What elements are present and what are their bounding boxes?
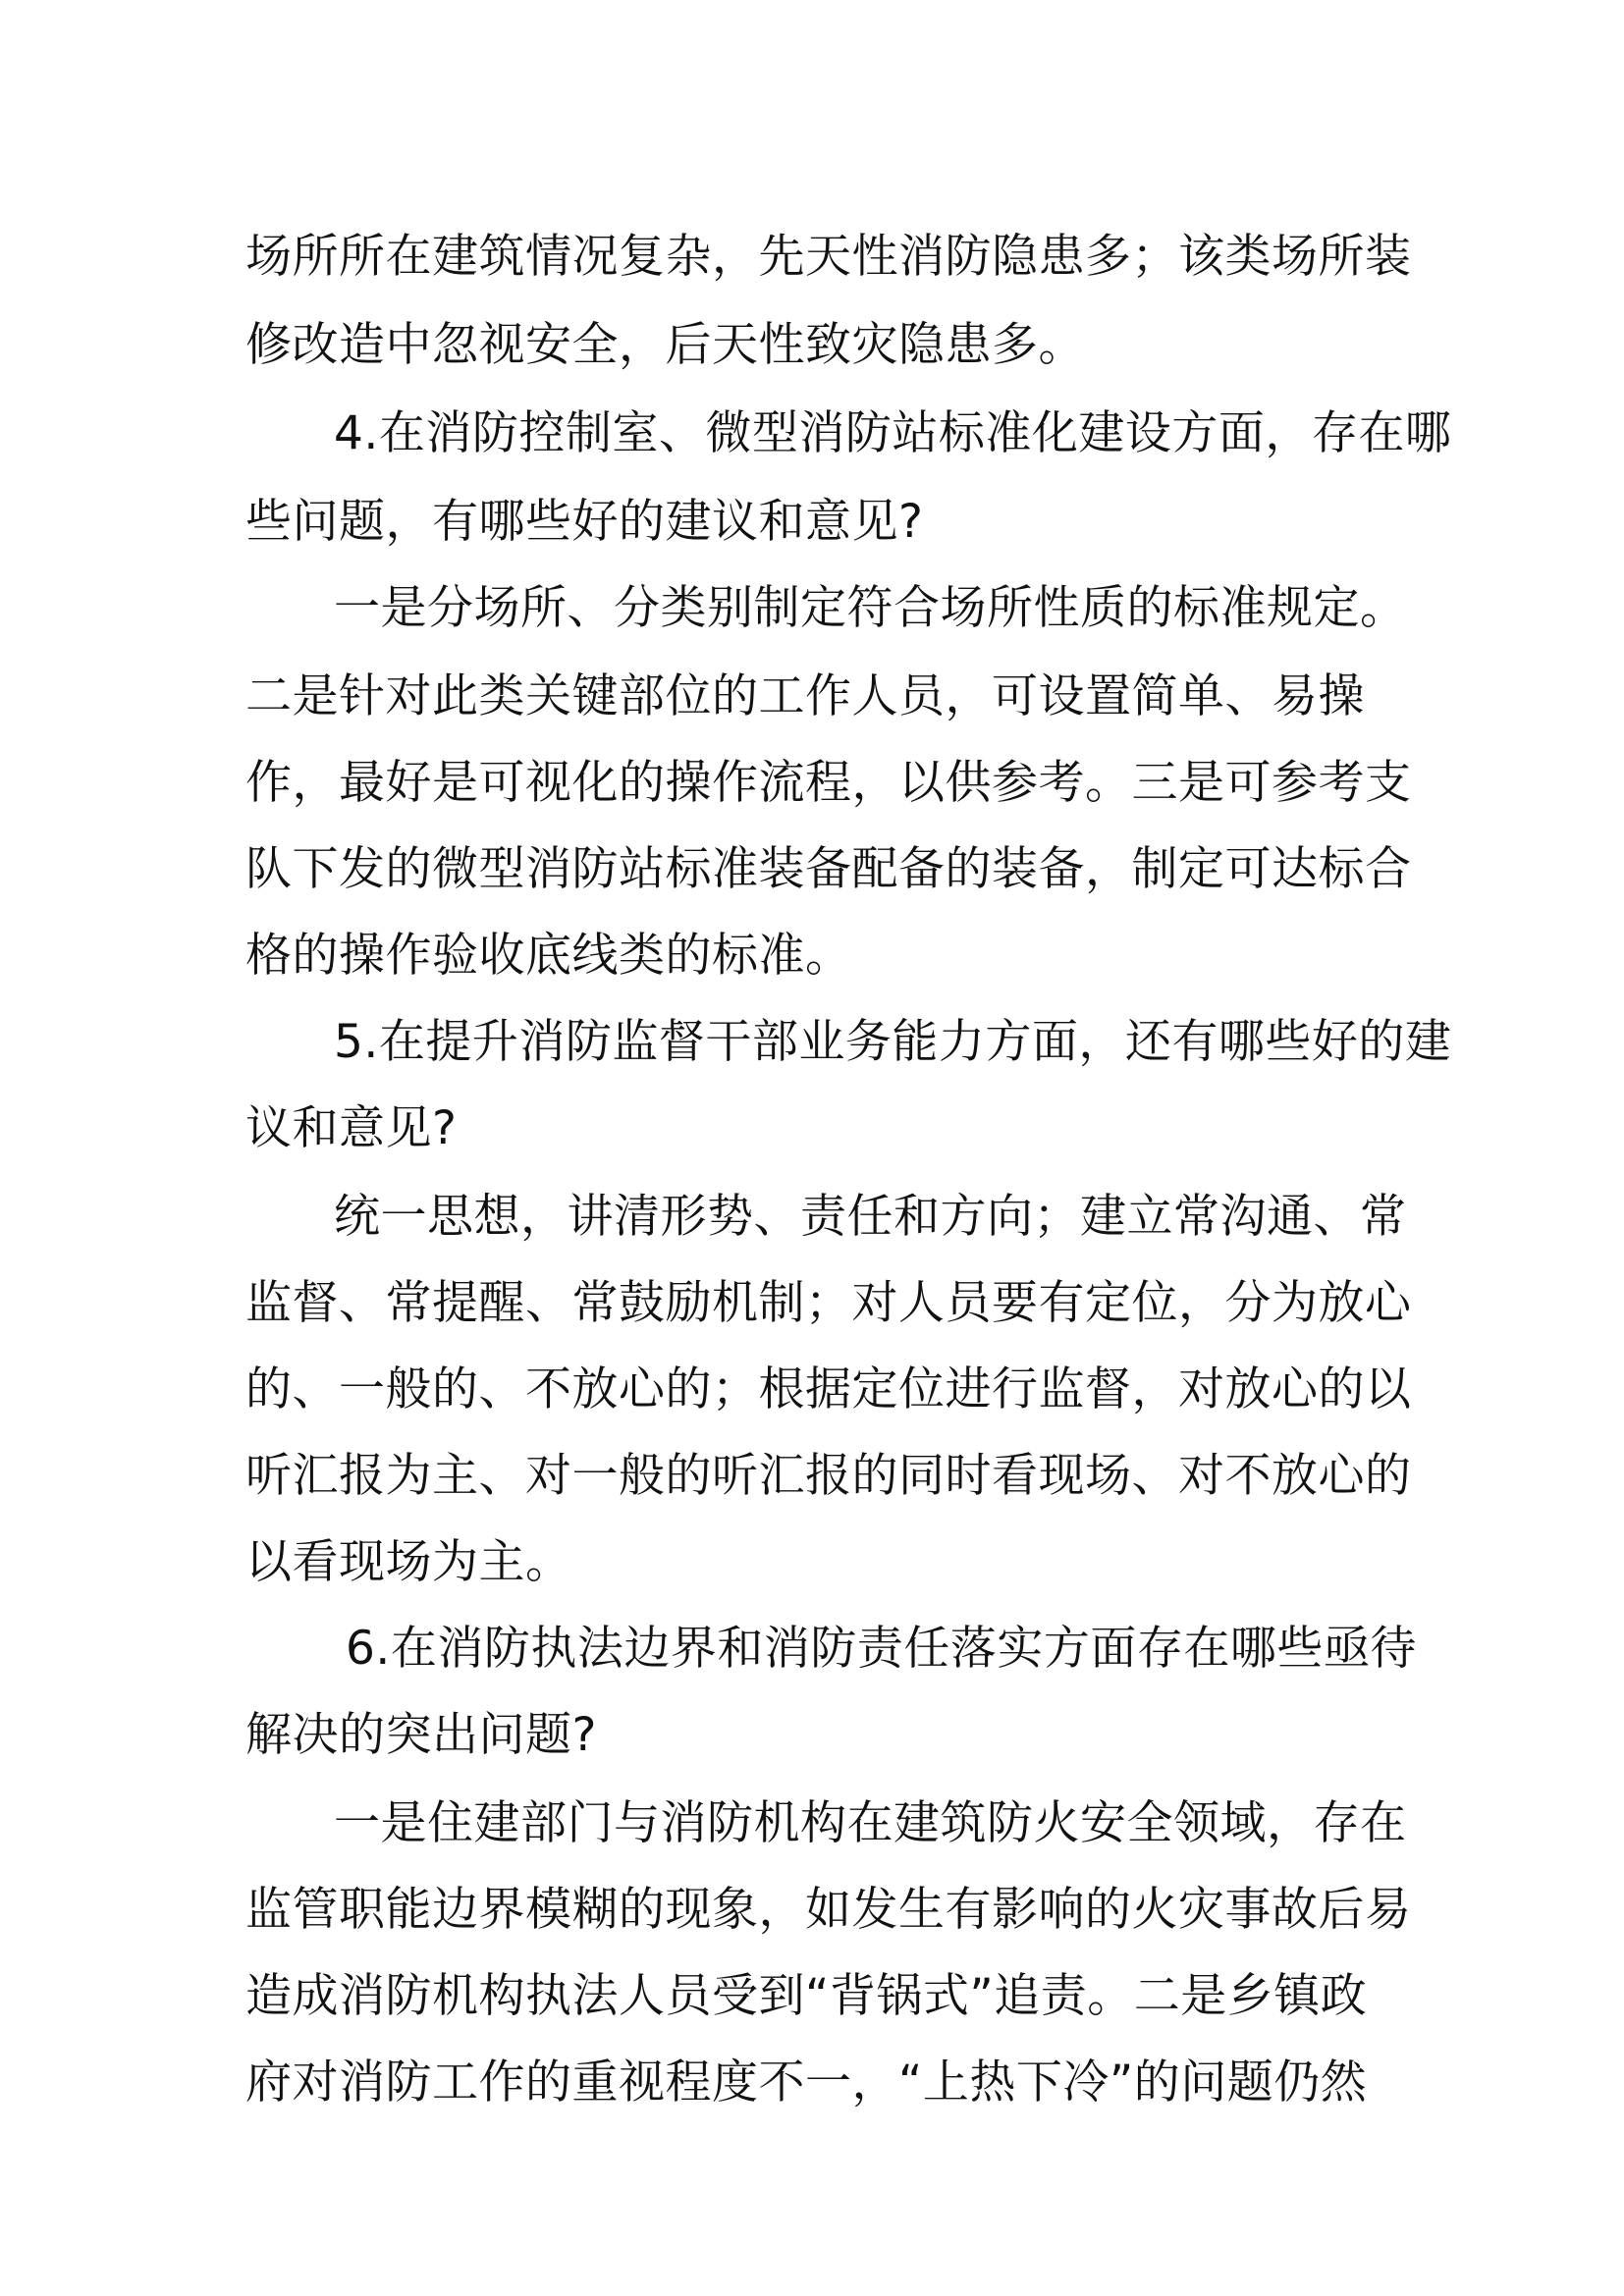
answer-5-line-1: 统一思想，讲清形势、责任和方向；建立常沟通、常 bbox=[334, 1190, 1407, 1244]
answer-4-line-5: 格的操作验收底线类的标准。 bbox=[245, 929, 852, 983]
question-5-line-1: 5.在提升消防监督干部业务能力方面，还有哪些好的建 bbox=[334, 1015, 1452, 1069]
answer-6-line-3: 造成消防机构执法人员受到“背锅式”追责。二是乡镇政 bbox=[245, 1969, 1368, 2023]
question-4-line-1: 4.在消防控制室、微型消防站标准化建设方面，存在哪 bbox=[334, 406, 1452, 460]
text-line-2: 修改造中忽视安全，后天性致灾隐患多。 bbox=[245, 318, 1085, 372]
answer-5-line-3: 的、一般的、不放心的；根据定位进行监督，对放心的以 bbox=[245, 1362, 1412, 1416]
answer-5-line-4: 听汇报为主、对一般的听汇报的同时看现场、对不放心的 bbox=[245, 1449, 1412, 1503]
question-6-line-1: 6.在消防执法边界和消防责任落实方面存在哪些亟待 bbox=[346, 1622, 1417, 1676]
question-4-line-2: 些问题，有哪些好的建议和意见? bbox=[245, 495, 924, 549]
answer-5-line-5: 以看现场为主。 bbox=[245, 1535, 572, 1589]
answer-5-line-2: 监督、常提醒、常鼓励机制；对人员要有定位，分为放心 bbox=[245, 1276, 1412, 1330]
answer-4-line-1: 一是分场所、分类别制定符合场所性质的标准规定。 bbox=[334, 581, 1407, 635]
answer-6-line-2: 监管职能边界模糊的现象，如发生有影响的火灾事故后易 bbox=[245, 1883, 1412, 1937]
answer-4-line-4: 队下发的微型消防站标准装备配备的装备，制定可达标合 bbox=[245, 842, 1412, 896]
text-line-1: 场所所在建筑情况复杂，先天性消防隐患多；该类场所装 bbox=[245, 230, 1412, 284]
answer-4-line-2: 二是针对此类关键部位的工作人员，可设置简单、易操 bbox=[245, 669, 1365, 723]
question-5-line-2: 议和意见? bbox=[245, 1101, 458, 1155]
answer-6-line-4: 府对消防工作的重视程度不一，“上热下冷”的问题仍然 bbox=[245, 2056, 1368, 2109]
question-6-line-2: 解决的突出问题? bbox=[245, 1708, 597, 1762]
answer-4-line-3: 作，最好是可视化的操作流程，以供参考。三是可参考支 bbox=[245, 756, 1412, 810]
answer-6-line-1: 一是住建部门与消防机构在建筑防火安全领域，存在 bbox=[334, 1796, 1407, 1850]
